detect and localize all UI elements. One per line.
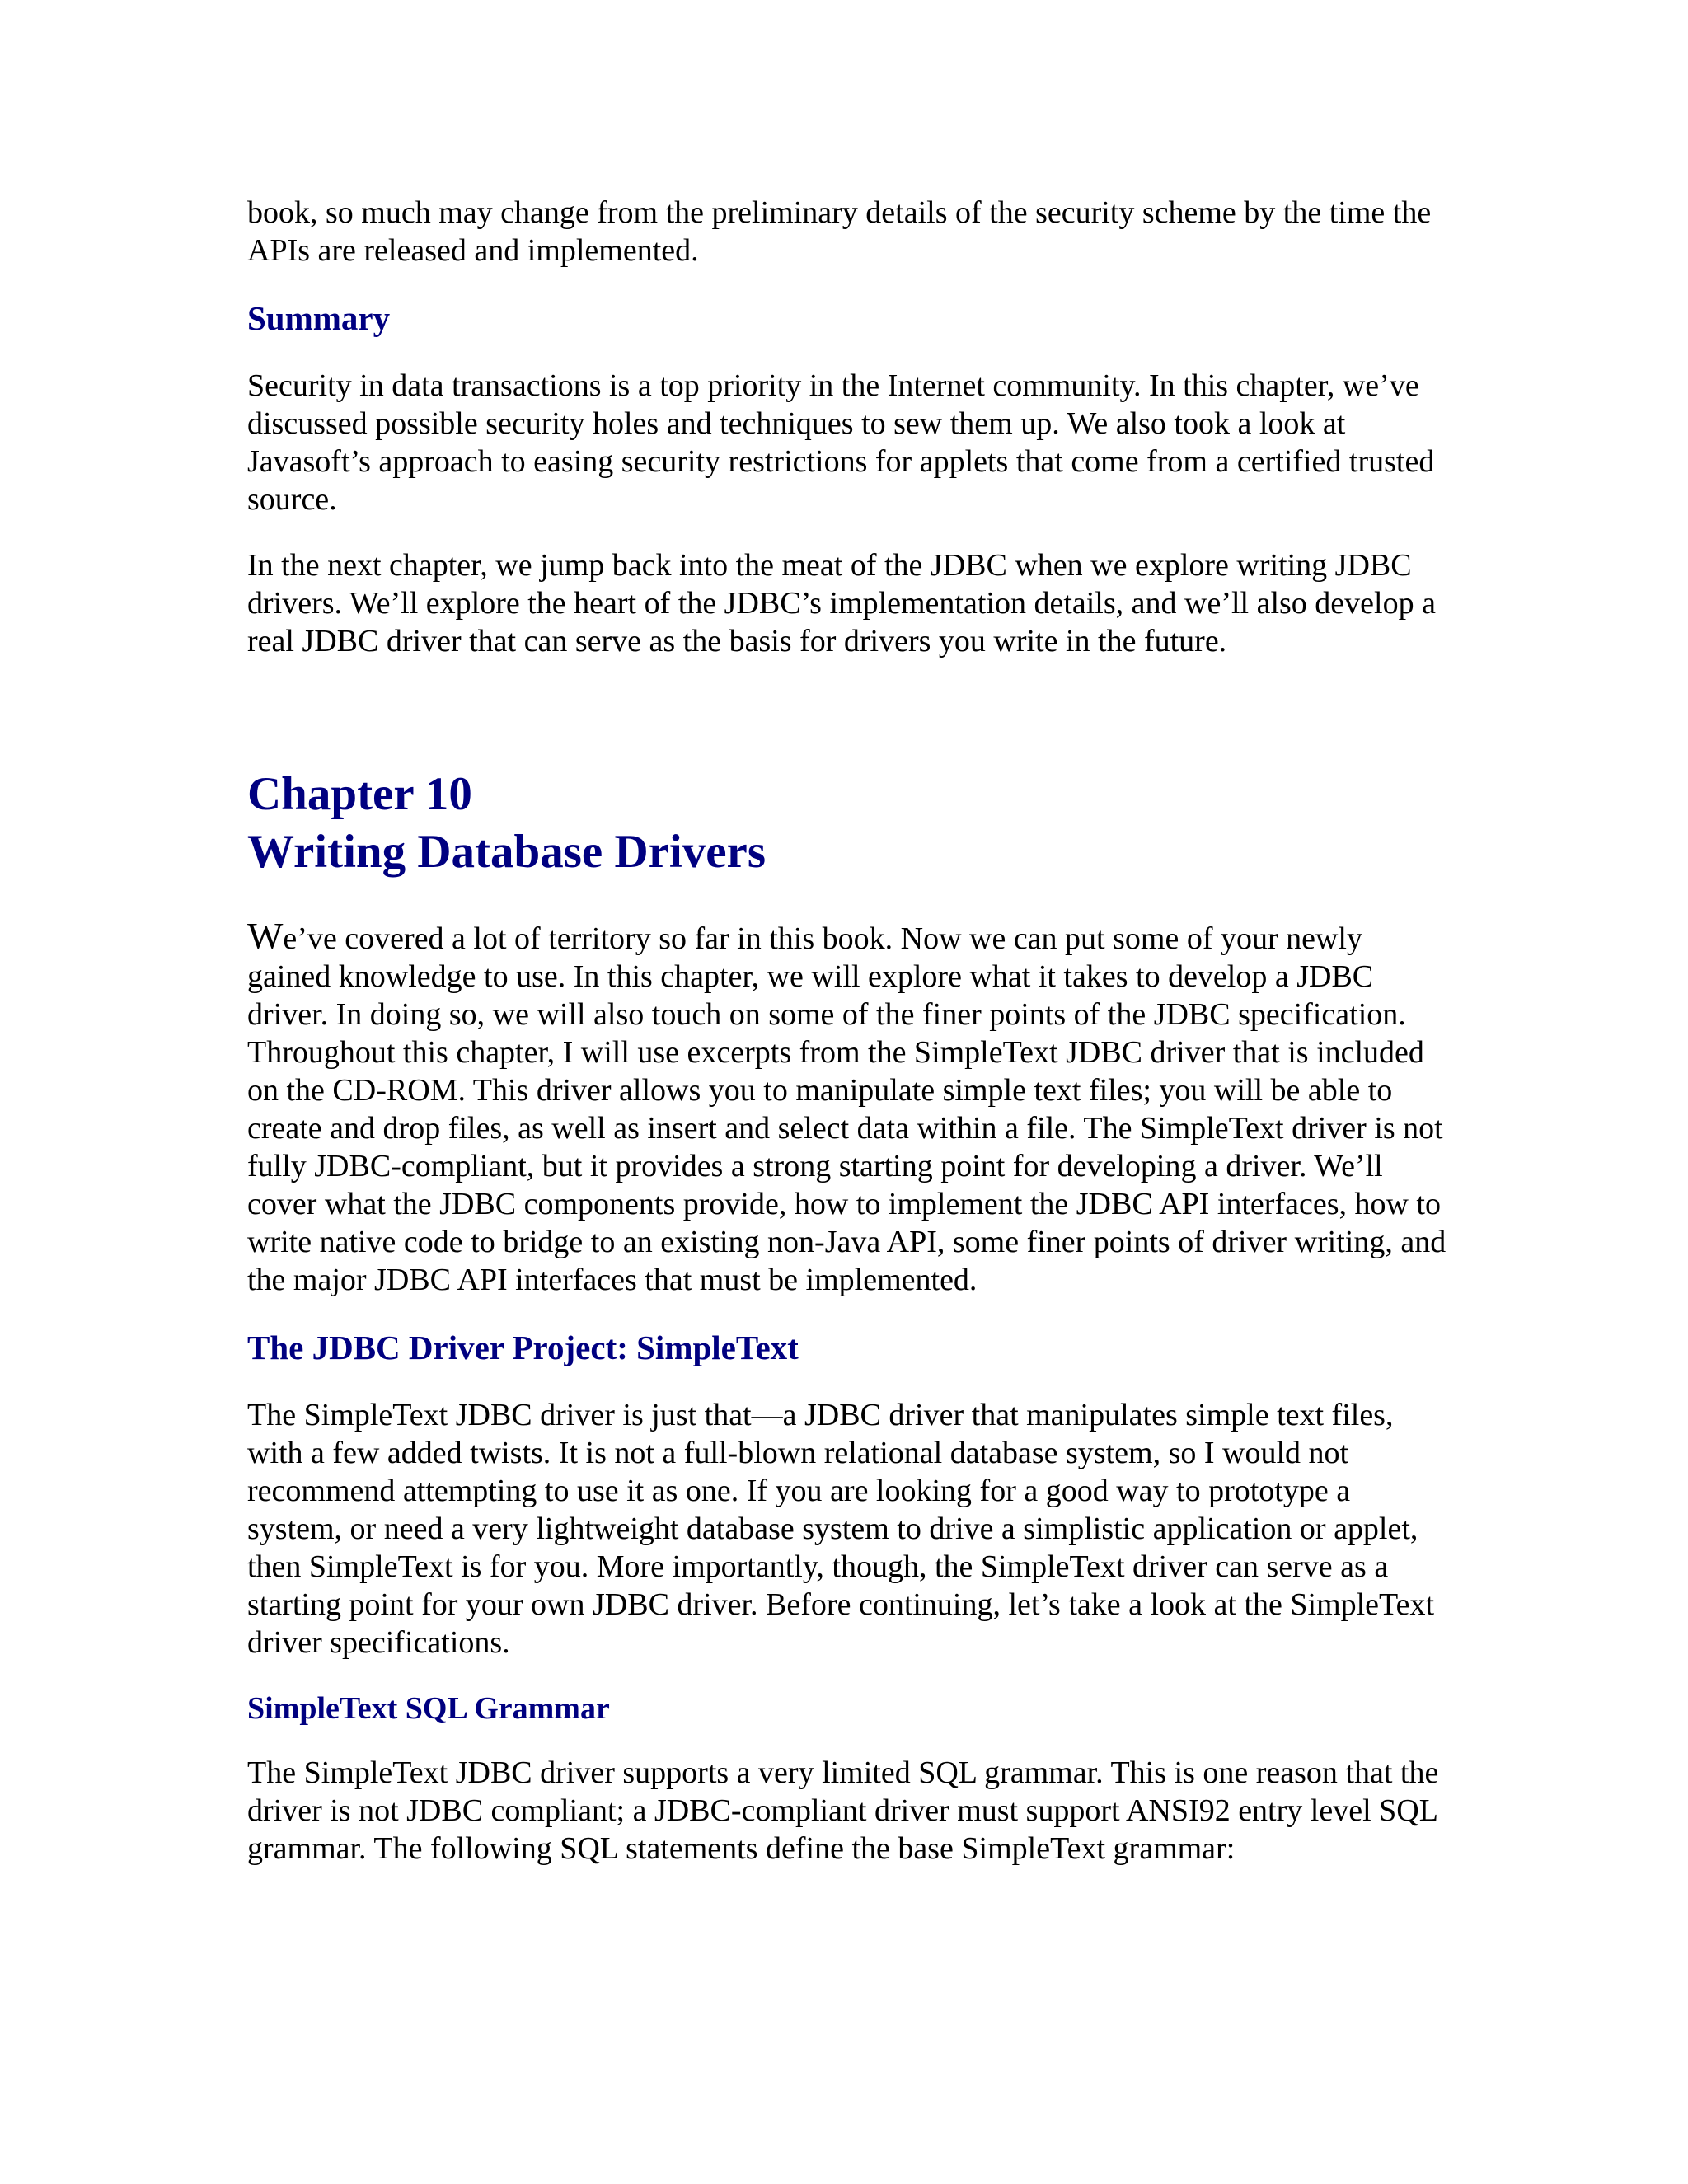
grammar-section-heading: SimpleText SQL Grammar <box>247 1691 610 1726</box>
chapter-number: Chapter 10 <box>247 768 472 820</box>
project-section-paragraph: The SimpleText JDBC driver is just that—a JDBC driver that manipulates simple text files, with a few added twists. It is not a full-blown relational database system, so I would not recommend attempting to use it as one. If you are looking for a good way to prototype a system, or need a very lightweight database system to drive a simplistic application or applet, then SimpleText is for you. More importantly, though, the SimpleText driver can serve as a starting point for your own JDBC driver. Before continuing, let’s take a look at the SimpleText driver specifications. <box>247 1398 1435 1660</box>
continuation-paragraph: book, so much may change from the preliminary details of the security scheme by the time the APIs are released and implemented. <box>247 195 1432 268</box>
intro-text: e’ve covered a lot of territory so far in this book. Now we can put some of your newly gained knowledge to use. In this chapter, we will explore what it takes to develop a JDBC driver. In doing so, we will also touch on some of the finer points of the JDBC specification. Throughout this chapter, I will use excerpts from the SimpleText JDBC driver that is included on the CD-ROM. This driver allows you to manipulate simple text files; you will be able to create and drop files, as well as insert and select data within a file. The SimpleText driver is not fully JDBC-compliant, but it provides a strong starting point for developing a driver. We’ll cover what the JDBC components provide, how to implement the JDBC API interfaces, how to write native code to bridge to an existing non-Java API, some finer points of driver writing, and the major JDBC API interfaces that must be implemented. <box>247 921 1447 1297</box>
chapter-intro-paragraph <box>247 917 1451 1299</box>
intro-first-letter: W <box>247 915 284 957</box>
document-page <box>247 194 1451 1896</box>
grammar-section-paragraph: The SimpleText JDBC driver supports a very limited SQL grammar. This is one reason that the driver is not JDBC compliant; a JDBC-compliant driver must support ANSI92 entry level SQL grammar. The following SQL statements define the base SimpleText grammar: <box>247 1755 1439 1866</box>
project-section-heading: The JDBC Driver Project: SimpleText <box>247 1329 799 1366</box>
chapter-title: Writing Database Drivers <box>247 826 767 878</box>
summary-paragraph-2: In the next chapter, we jump back into the meat of the JDBC when we explore writing JDBC drivers. We’ll explore the heart of the JDBC’s implementation details, and we’ll also develop a real JDBC driver that can serve as the basis for drivers you write in the future. <box>247 548 1436 658</box>
chapter-heading <box>247 766 1451 881</box>
summary-heading: Summary <box>247 299 391 337</box>
summary-paragraph-1: Security in data transactions is a top priority in the Internet community. In this chapter, we’ve discussed possible security holes and techniques to sew them up. We also took a look at Javasoft’s approach to easing security restrictions for applets that come from a certified trusted source. <box>247 368 1435 517</box>
